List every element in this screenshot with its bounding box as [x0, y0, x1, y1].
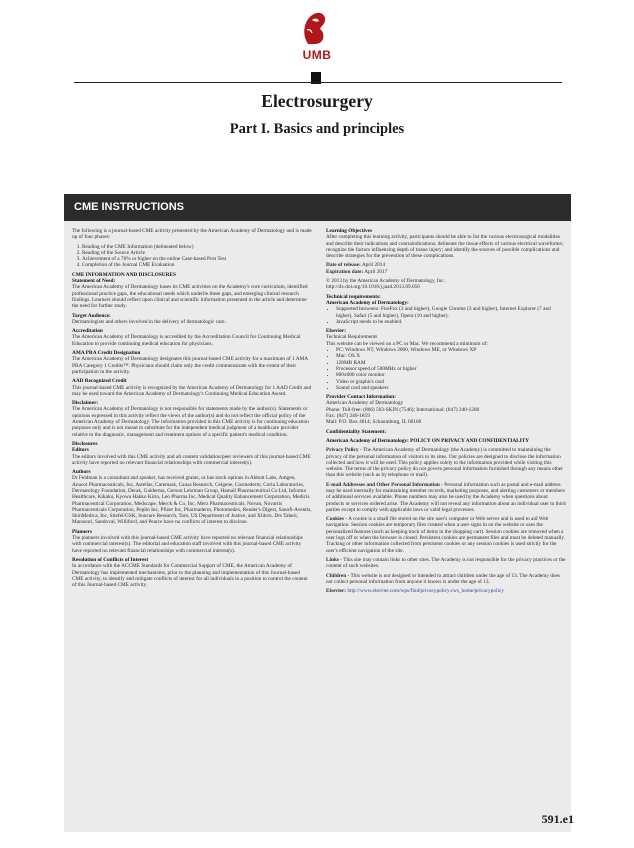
cookies-label: Cookies	[326, 516, 344, 523]
links-text: - This site may contain links to other sites. The Academy is not responsible for the privacy practices or the content of such websites.	[326, 556, 566, 570]
provider-line: Mail: P.O. Box 4014; Schaumburg, IL 60168	[326, 419, 422, 426]
aad-tech-list	[326, 306, 566, 325]
elsevier-heading: Elsevier:	[326, 328, 347, 335]
elsevier-item: • 128MB RAM	[336, 360, 566, 366]
elsevier-item: • Mac: OS X	[336, 353, 566, 359]
target-text: Dermatologists and others involved in the delivery of dermatologic care.	[72, 318, 226, 325]
expiration-label: Expiration date:	[326, 268, 364, 275]
aad-credit-text: This journal-based CME activity is recognized by the American Academy of Dermatology for 1 AAD Credit and may be used toward the American Academy of Dermatology's Continuing Medical Education Award.	[72, 384, 312, 397]
aad-tech-item: • Supported browsers: FireFox (3 and higher), Google Chrome (3 and higher), Internet Explorer (7 and higher), Safari (5 and higher), Opera (10 and higher).	[336, 306, 566, 319]
links-label: Links	[326, 556, 339, 563]
expiration-value: April 2017	[364, 268, 388, 275]
aad-tech-heading: American Academy of Dermatology:	[326, 299, 409, 306]
elsevier-item: • PC: Windows NT, Windows 2000, Windows ME, or Windows XP	[336, 347, 566, 353]
disclaimer-text: The American Academy of Dermatology is not responsible for statements made by the author(s). Statements or opinions expressed in this activity reflect the views of the author(s) and do not reflect the official policy of the American Academy of Dermatology. The information provided in this CME activity is for continuing education purposes only and is not meant to substitute for the independent medical judgment of a healthcare provider relative to the diagnostic, management and treatment options of a specific patient's medical condition.	[72, 406, 309, 438]
email-label: E-mail Addresses and Other Personal Information	[326, 481, 440, 488]
cme-header-title: CME INSTRUCTIONS	[74, 201, 184, 213]
elsevier-intro: This website can be viewed on a PC or Mac. We recommend a minimum of:	[326, 340, 488, 347]
email-paragraph	[326, 482, 566, 513]
disclosures-heading: Disclosures	[72, 440, 98, 447]
cme-right-column	[326, 228, 566, 597]
planners-text: The planners involved with this journal-based CME activity have reported no relevant financial relationships with commercial interest(s). The editorial and education staff involved with this journal-based CME activity have reported no relevant financial relationships with commercial interest(s).	[72, 535, 303, 554]
cme-header-bar	[64, 194, 571, 221]
links-paragraph	[326, 557, 566, 570]
expiration-line	[326, 269, 566, 275]
elsevier-item: • Processor speed of 500MHz or higher	[336, 366, 566, 372]
elsevier-item: • Video or graphics card	[336, 379, 566, 385]
provider-heading: Provider Contact Information:	[326, 394, 396, 401]
children-label: Children	[326, 572, 347, 579]
elsevier-item: • 800x600 color monitor	[336, 372, 566, 378]
cme-phase-item: 2. Reading of the Source Article	[82, 250, 312, 256]
elsevier-policy-link[interactable]: http://www.elsevier.com/wps/find/privacypolicy.cws_home/privacypolicy	[347, 588, 504, 595]
cme-left-column	[72, 228, 312, 591]
release-value: April 2014	[361, 262, 386, 269]
ama-text: The American Academy of Dermatology designates this journal-based CME activity for a maximum of 1 AMA PRA Category 1 Credits™. Physicians should claim only the credit commensurate with the extent of their participation in the activity.	[72, 356, 308, 375]
cme-instructions-box	[64, 194, 571, 832]
editors-text: The editors involved with this CME activity and all content validation/peer reviewers of this journal-based CME activity have reported no relevant financial relationships with commercial interest(s).	[72, 453, 311, 466]
crest-icon	[298, 10, 332, 46]
authors-heading: Authors	[72, 469, 91, 476]
cookies-paragraph	[326, 516, 566, 554]
logo-text: UMB	[302, 48, 332, 62]
page-number: 591.e1	[541, 812, 574, 826]
cme-phase-item: 3. Achievement of a 70% or higher on the online Case-based Post Test	[82, 256, 312, 262]
children-text: - This website is not designed or intended to attract children under the age of 13. The Academy does not collect personal information from anyone it knows is under the age of 13.	[326, 572, 560, 585]
info-heading: CME INFORMATION AND DISCLOSURES	[72, 271, 176, 278]
article-title: Electrosurgery	[261, 91, 373, 111]
authors-text: Dr Feldman is a consultant and speaker, has received grants, or has stock options in Abbott Labs, Amgen, Anacor Pharmaceuticals, Inc, Astellas, Caremark, Causa Research, Celgene, Cosmederm, Coria Laboratories, Dermatology Foundation, Derak, Galderma, Gerson Lehrman Group, Hamall Pharmaceutical Co Ltd, Informa Healthcare, Kikaku, Kyowa Hakko Kirin, Leo Pharma Inc, Medical Quality Enhancement Corporation, Medicis Pharmaceutical Corporation, Medscape, Merck & Co, Inc, Merz Pharmaceuticals, Novan, Novartis Pharmaceuticals Corporation, Peplin Inc, Pfizer Inc, Pharmaderm, Photomedex, Reader's Digest, Sanofi-Aventis, SkinMedica, Inc, Stiefel/GSK, Suncare Research, Taro, US Department of Justice, and Xlibris. Drs Taheri, Mansouri, Sandoval, Williford, and Pearce have no conflicts of interest to disclose.	[72, 475, 312, 526]
objectives-heading: Learning Objectives	[326, 228, 373, 234]
elsevier-policy-paragraph	[326, 588, 566, 594]
ama-heading: AMA PRA Credit Designation	[72, 350, 141, 357]
tech-heading: Technical requirements:	[326, 293, 381, 300]
provider-line: Fax: (847) 240-1859	[326, 413, 370, 420]
provider-line: American Academy of Dermatology	[326, 400, 404, 407]
release-label: Date of release:	[326, 262, 361, 269]
policy-heading: American Academy of Dermatology: POLICY ON PRIVACY AND CONFIDENTIALITY	[326, 437, 530, 444]
article-subtitle: Part I. Basics and principles	[229, 121, 405, 137]
elsevier-list	[326, 347, 566, 391]
cme-phase-item: 1. Reading of the CME Information (delineated below)	[82, 244, 312, 250]
cme-phase-list	[72, 244, 312, 269]
aad-credit-heading: AAD Recognized Credit	[72, 378, 127, 385]
elsevier-item: • Sound card and speakers	[336, 385, 566, 391]
accreditation-text: The American Academy of Dermatology is accredited by the Accreditation Council for Continuing Medical Education to provide continuing medical education for physicians.	[72, 334, 301, 347]
resolution-heading: Resolution of Conflicts of Interest	[72, 556, 149, 563]
email-text: - Personal information such as postal and e-mail address may be used internally for maintaining member records, marketing purposes, and alerting customers or members of additional services available. Phone numbers may also be used by the Academy when questions about products or services ordered arise. The Academy will not reveal any information about an individual user to third parties except to comply with applicable laws or valid legal processes.	[326, 481, 566, 513]
statement-text: The American Academy of Dermatology bases its CME activities on the Academy's core curriculum, identified professional practice gaps, the educational needs which underlie these gaps, and emerging clinical research findings. Learners should reflect upon clinical and scientific information presented in the article and determine the need for further study.	[72, 284, 308, 310]
accreditation-heading: Accreditation	[72, 328, 103, 335]
privacy-paragraph	[326, 447, 566, 478]
privacy-label: Privacy Policy	[326, 447, 359, 454]
cookies-text: - A cookie is a small file stored on the site user's computer or Web server and is used to aid Web navigation. Session cookies are temporary files created when a user signs in on the website or uses the personalized features (such as keeping track of items in the shopping cart). Session cookies are removed when a user logs off or when the browser is closed. Persistent cookies are permanent files and must be deleted manually. Tracking or other information collected from persistent cookies or any session cookies is used strictly for the user's efficient navigation of the site.	[326, 516, 566, 554]
disclaimer-heading: Disclaimer:	[72, 400, 99, 407]
privacy-text: - The American Academy of Dermatology (the Academy) is committed to maintaining the privacy of the personal information of visitors to its sites. Our policies are designed to disclose the information collected and how it will be used. This policy applies solely to the information provided while visiting this website. The terms of the privacy policy do not govern personal information furnished through any means other than this website (such as by telephone or mail).	[326, 447, 563, 479]
elsevier-policy-label: Elsevier:	[326, 588, 347, 595]
statement-heading: Statement of Need:	[72, 278, 116, 285]
copyright: © 2013 by the American Academy of Dermatology, Inc.	[326, 278, 446, 285]
planners-heading: Planners	[72, 528, 93, 535]
cme-intro: The following is a journal-based CME activity presented by the American Academy of Dermatology and is made up of four phases:	[72, 228, 312, 241]
children-paragraph	[326, 573, 566, 586]
cme-phase-item: 4. Completion of the Journal CME Evaluation	[82, 262, 312, 268]
elsevier-sub: Technical Requirements	[326, 334, 378, 341]
journal-logo	[0, 8, 634, 68]
header-rule	[74, 82, 562, 83]
editors-heading: Editors	[72, 447, 89, 454]
objectives-text: After completing this learning activity, participants should be able to list the various electrosurgical modalities and describe their indications and contraindications; delineate the tissue effects of various electrical waveforms; recognize the factors influencing depth of tissue injury; and identify the sources of possible complications and describe strategies for the prevention of these complications.	[326, 234, 564, 260]
confidentiality-heading: Confidentiality Statement:	[326, 428, 387, 435]
doi-link[interactable]: http://dx.doi.org/10.1016/j.jaad.2013.09.056	[326, 284, 420, 291]
target-heading: Target Audience:	[72, 312, 111, 319]
provider-line: Phone: Toll-free: (866) 503-SKIN (7546); International: (847) 240-1280	[326, 406, 480, 413]
resolution-text: In accordance with the ACCME Standards for Commercial Support of CME, the American Academy of Dermatology has implemented mechanisms, prior to the planning and implementation of this Journal-based CME activity, to identify and mitigate conflicts of interest for all individuals in a position to control the content of this Journal-based CME activity.	[72, 563, 308, 589]
aad-tech-item: • JavaScript needs to be enabled.	[336, 319, 566, 325]
